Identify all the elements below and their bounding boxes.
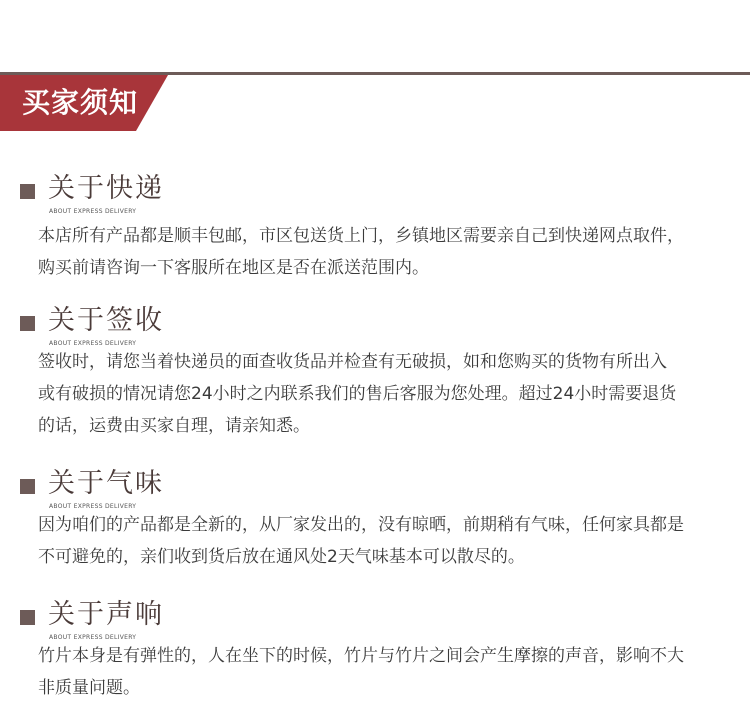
section-subtitle: ABOUT EXPRESS DELIVERY (49, 634, 137, 641)
header-banner (0, 75, 168, 131)
section-body (38, 346, 718, 442)
section-bullet-icon (20, 610, 35, 625)
section-bullet-icon (20, 184, 35, 199)
section-title: 关于气味 (48, 468, 164, 499)
section-body (38, 509, 718, 573)
section-body-line: 非质量问题。 (38, 678, 140, 698)
page-title: 买家须知 (22, 86, 139, 119)
section-bullet-icon (20, 316, 35, 331)
section-title: 关于签收 (48, 305, 164, 336)
section-body-line: 签收时，请您当着快递员的面查收货品并检查有无破损，如和您购买的货物有所出入 (38, 352, 667, 372)
section-title: 关于快递 (48, 173, 164, 204)
section-title: 关于声响 (48, 599, 164, 630)
section-body-line: 或有破损的情况请您24小时之内联系我们的售后客服为您处理。超过24小时需要退货 (38, 384, 677, 404)
section-subtitle: ABOUT EXPRESS DELIVERY (49, 503, 137, 510)
section-subtitle: ABOUT EXPRESS DELIVERY (49, 208, 137, 215)
section-body-line: 的话，运费由买家自理，请亲知悉。 (38, 416, 310, 436)
section-subtitle: ABOUT EXPRESS DELIVERY (49, 340, 137, 347)
section-body-line: 本店所有产品都是顺丰包邮，市区包送货上门，乡镇地区需要亲自己到快递网点取件， (38, 226, 684, 246)
section-body-line: 不可避免的，亲们收到货后放在通风处2天气味基本可以散尽的。 (38, 547, 525, 567)
section-body-line: 购买前请咨询一下客服所在地区是否在派送范围内。 (38, 258, 429, 278)
section-body-line: 因为咱们的产品都是全新的，从厂家发出的，没有晾晒，前期稍有气味，任何家具都是 (38, 515, 684, 535)
section-body (38, 220, 718, 284)
section-bullet-icon (20, 479, 35, 494)
section-body-line: 竹片本身是有弹性的，人在坐下的时候，竹片与竹片之间会产生摩擦的声音，影响不大 (38, 646, 684, 666)
section-body (38, 640, 718, 704)
